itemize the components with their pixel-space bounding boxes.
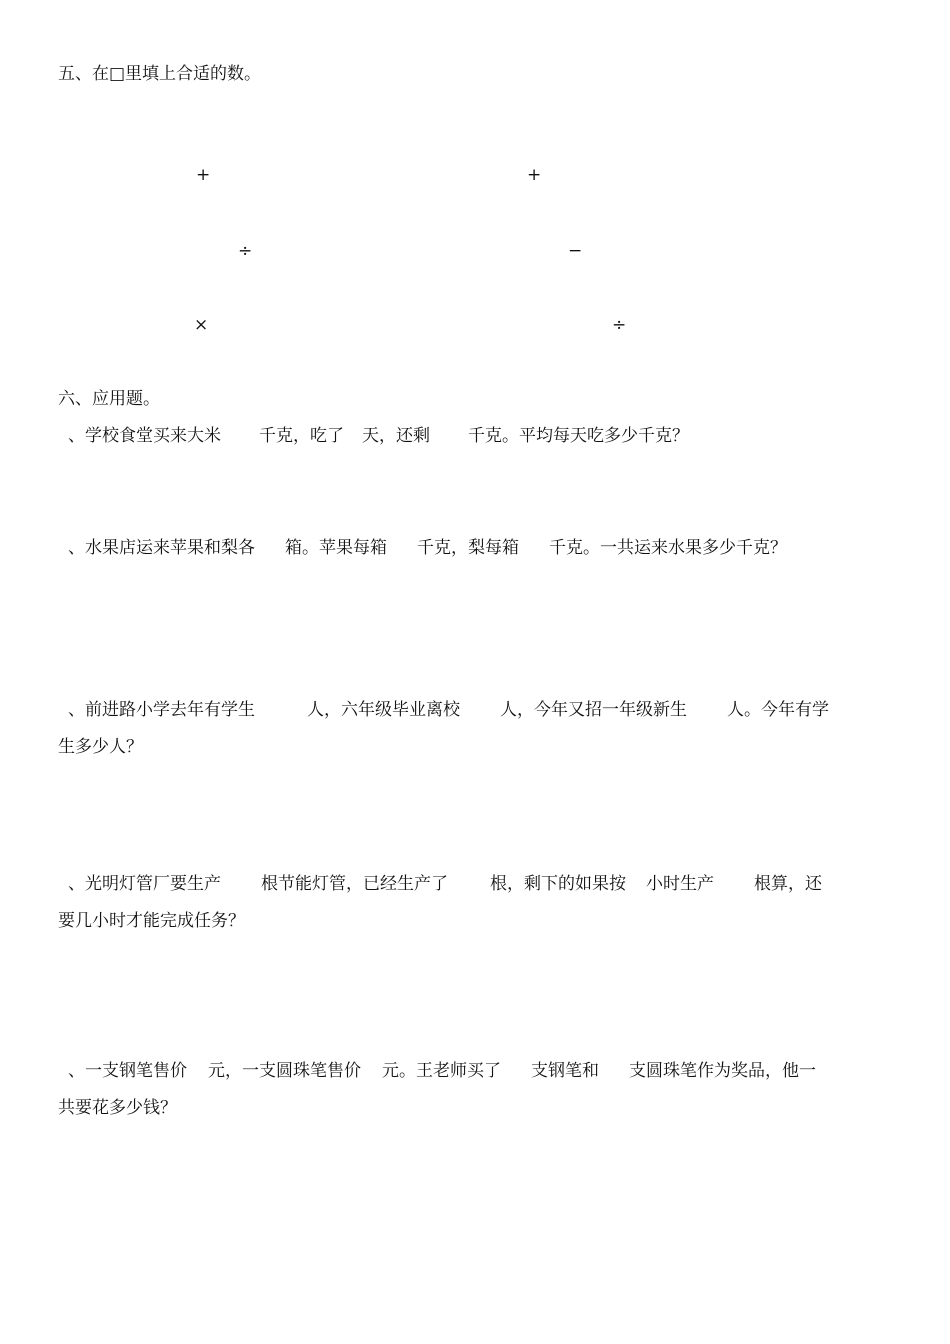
problem-text: 千克，梨每箱 [417,538,519,558]
problem-3-line2: 生多少人？ [58,737,143,757]
operator-multiply: × [194,315,209,335]
problem-text: 千克，吃了 [259,426,344,446]
problem-text: 人，六年级毕业离校 [307,700,460,720]
problem-3 [68,699,829,721]
problem-text: 、学校食堂买来大米 [68,426,221,446]
problem-2 [68,537,787,559]
problem-5 [68,1060,816,1082]
operator-minus: − [568,241,583,261]
operator-divide: ÷ [612,315,627,335]
problem-4-line2: 要几小时才能完成任务？ [58,911,245,931]
problem-4 [68,873,822,895]
operator-plus: + [196,165,211,185]
problem-text: 箱。苹果每箱 [285,538,387,558]
section6-heading: 六、应用题。 [58,389,160,409]
problem-text: 人。今年有学 [727,700,829,720]
operator-plus: + [527,165,542,185]
problem-text: 根，剩下的如果按 [490,874,626,894]
problem-text: 、前进路小学去年有学生 [68,700,255,720]
problem-text: 根节能灯管，已经生产了 [261,874,448,894]
problem-text: 元。王老师买了 [382,1061,501,1081]
section5-heading: 五、在□里填上合适的数。 [58,64,262,84]
problem-text: 千克。平均每天吃多少千克？ [468,426,689,446]
operator-divide: ÷ [238,241,253,261]
problem-text: 小时生产 [646,874,714,894]
problem-text: 根算，还 [754,874,822,894]
problem-text: 支圆珠笔作为奖品，他一 [629,1061,816,1081]
problem-text: 千克。一共运来水果多少千克？ [549,538,787,558]
problem-text: 人，今年又招一年级新生 [500,700,687,720]
problem-5-line2: 共要花多少钱？ [58,1098,177,1118]
problem-text: 、光明灯管厂要生产 [68,874,221,894]
problem-text: 、一支钢笔售价 [68,1061,187,1081]
problem-text: 、水果店运来苹果和梨各 [68,538,255,558]
problem-text: 支钢笔和 [531,1061,599,1081]
problem-1 [68,425,689,447]
problem-text: 元，一支圆珠笔售价 [208,1061,361,1081]
problem-text: 天，还剩 [362,426,430,446]
